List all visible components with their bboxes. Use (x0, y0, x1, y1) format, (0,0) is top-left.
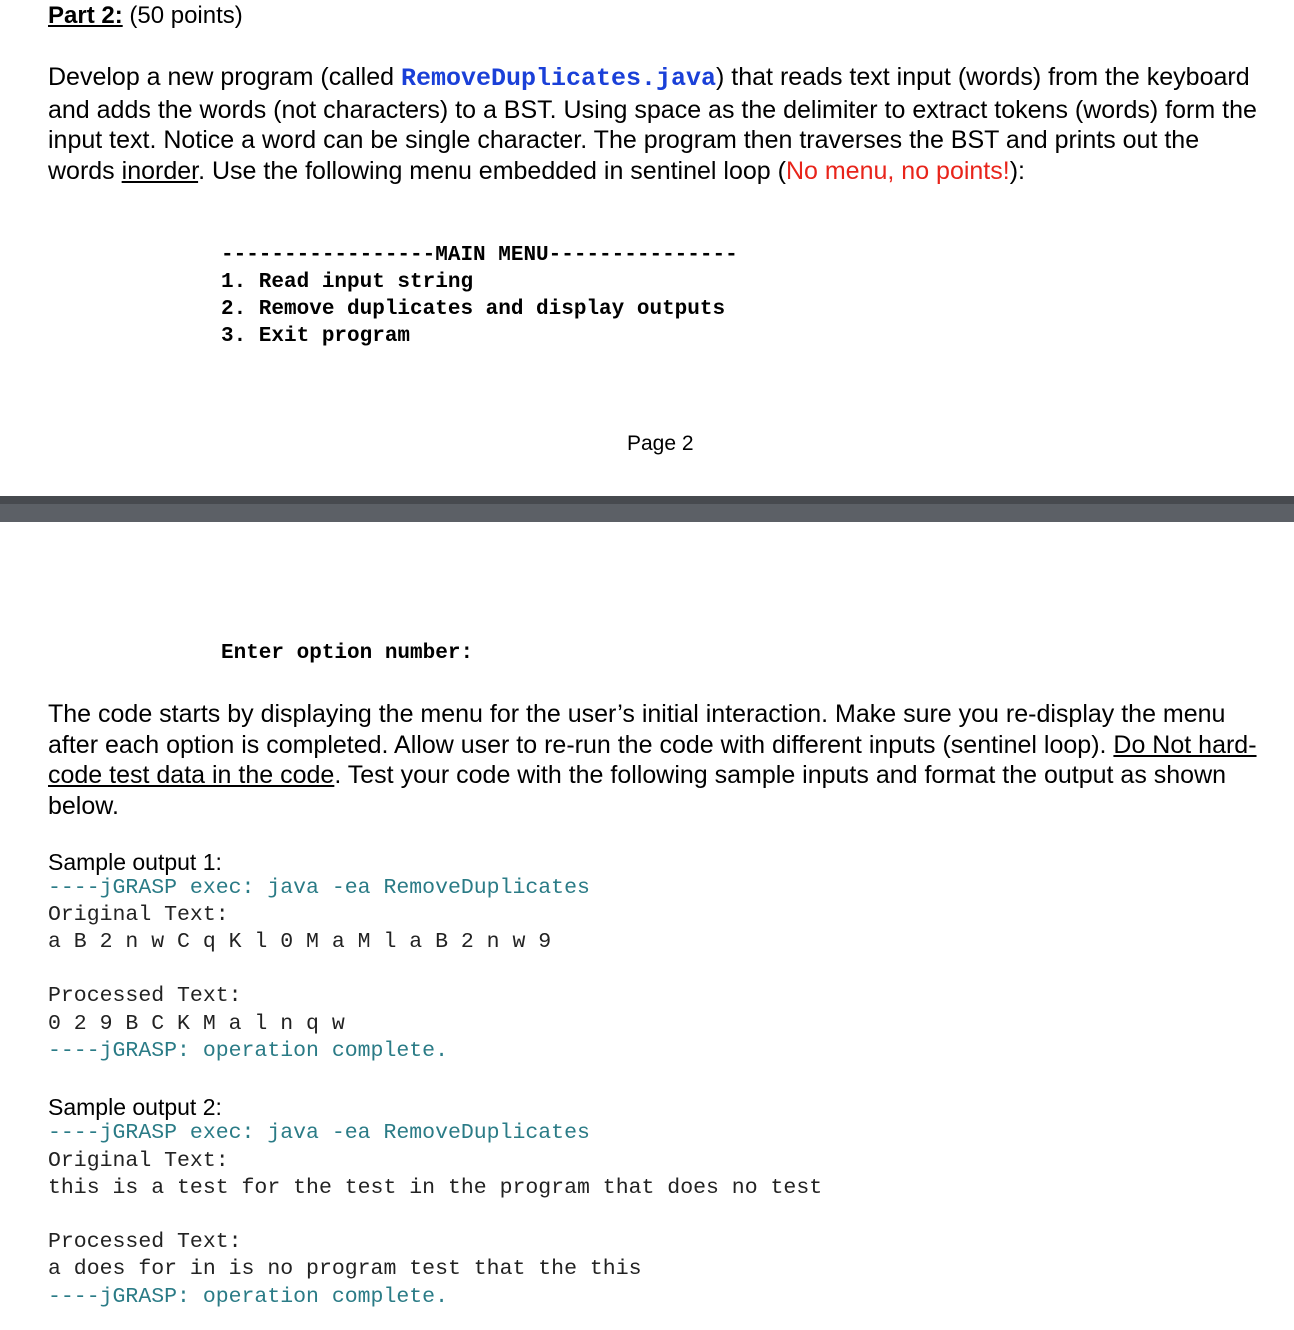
page-number: Page 2 (627, 432, 694, 455)
para-text: The code starts by displaying the menu for the user’s initial interaction. Make sure you re-display the menu after each option is completed. Allow user to re-run the code with different inputs (sentinel loop). (48, 700, 1226, 759)
requirements-paragraph (48, 699, 1263, 821)
sample2-exec: ----jGRASP exec: java -ea RemoveDuplicates (48, 1121, 590, 1145)
menu-title: -----------------MAIN MENU--------------- (221, 244, 738, 267)
filename: RemoveDuplicates.java (400, 64, 717, 93)
warning-text: No menu, no points! (785, 156, 1010, 185)
sample1-processed: 0 2 9 B C K M a l n q w (48, 1012, 345, 1036)
page-separator-inner (0, 504, 1294, 522)
sample1-complete: ----jGRASP: operation complete. (48, 1039, 448, 1063)
inorder-word: inorder (121, 156, 199, 185)
menu-prompt: Enter option number: (221, 642, 474, 665)
menu-item-exit: 3. Exit program (221, 325, 411, 348)
para-text: ): (1009, 156, 1025, 185)
para-text: . Use the following menu embedded in sentinel loop ( (198, 156, 786, 185)
menu-item-remove: 2. Remove duplicates and display outputs (221, 298, 726, 321)
para-text: ) that reads text input (words) from the keyboard and adds the words (not characters) to a BST. Using space as the delimiter to extract tokens (words) form the input text. Notice a word can be single character. The program then traverses the BST and prints out the words (48, 63, 1257, 185)
para-text: Develop a new program (called (48, 63, 401, 91)
menu-item-read: 1. Read input string (221, 271, 474, 294)
instructions-paragraph (48, 62, 1263, 186)
part-heading (48, 2, 243, 30)
main-menu (221, 242, 738, 350)
sample1-original: a B 2 n w C q K l 0 M a M l a B 2 n w 9 (48, 930, 552, 954)
page-1 (0, 0, 1294, 496)
sample2-original-label: Original Text: (48, 1149, 229, 1173)
points-label: (50 points) (129, 2, 243, 29)
part-label: Part 2: (48, 2, 123, 29)
sample1-processed-label: Processed Text: (48, 984, 242, 1008)
sample2-label: Sample output 2: (48, 1094, 222, 1120)
para-text: . Test your code with the following sample inputs and format the output as shown below. (48, 761, 1227, 820)
sample1-label: Sample output 1: (48, 849, 222, 875)
sample2-complete: ----jGRASP: operation complete. (48, 1285, 448, 1309)
sample2-original: this is a test for the test in the program that does no test (48, 1176, 823, 1200)
sample1-exec: ----jGRASP exec: java -ea RemoveDuplicates (48, 876, 590, 900)
hardcode-warning: Do Not hard-code test data in the code (48, 730, 1257, 789)
sample2-processed-label: Processed Text: (48, 1230, 242, 1254)
sample2-processed: a does for in is no program test that the this (48, 1257, 642, 1281)
sample1-original-label: Original Text: (48, 903, 229, 927)
